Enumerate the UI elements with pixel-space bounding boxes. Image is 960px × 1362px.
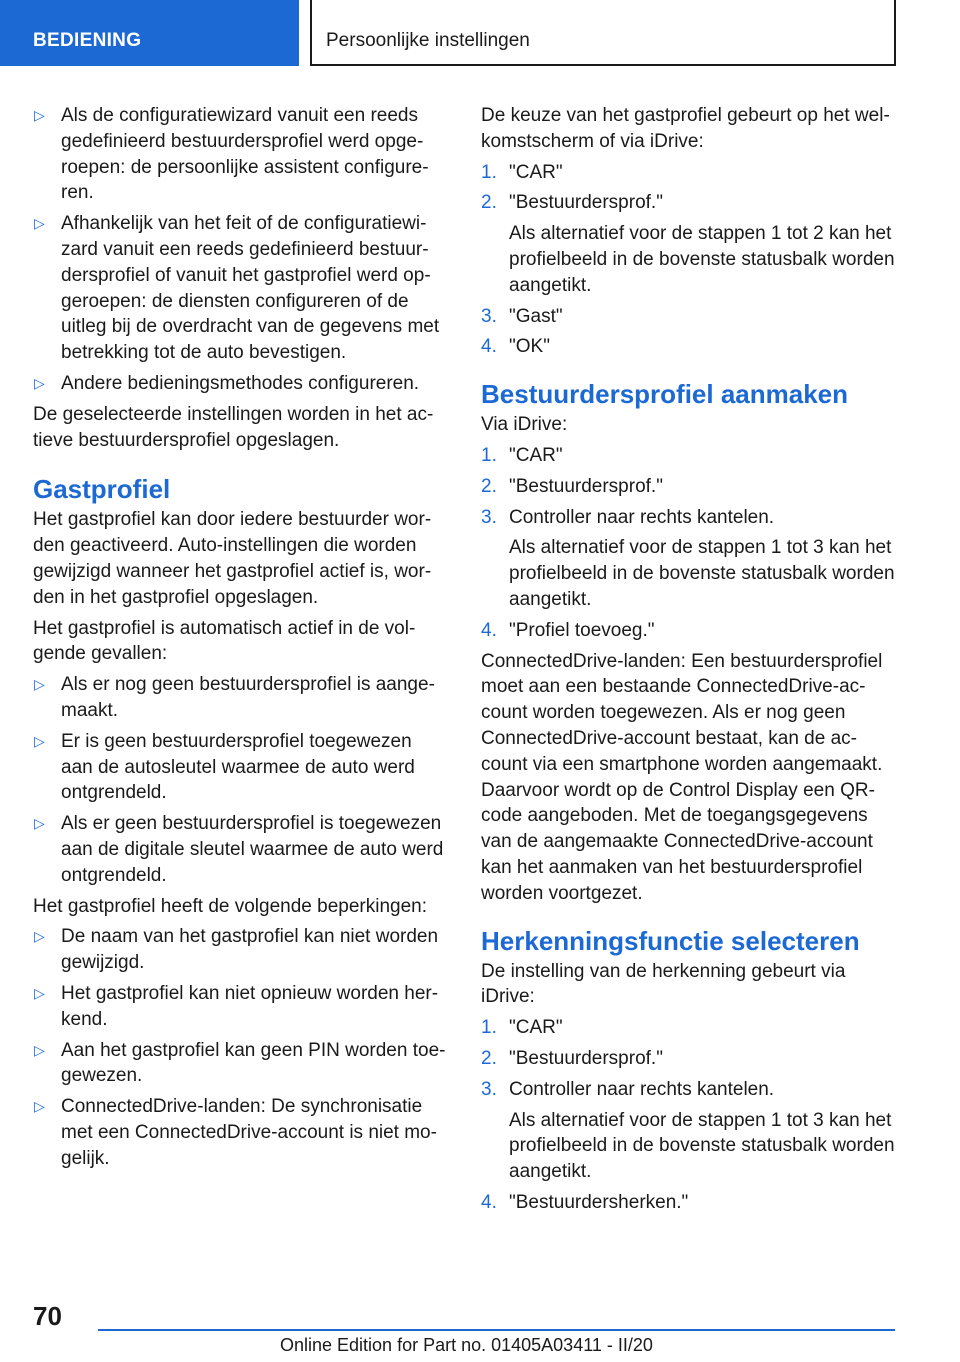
right-column	[481, 103, 896, 1221]
triangle-bullet-icon: ▷	[34, 374, 45, 391]
step-note: Als alternatief voor de stappen 1 tot 2 kan het profielbeeld in de bovenste statusbalk worden aangetikt.	[509, 223, 895, 296]
step-number: 4.	[481, 336, 497, 358]
step-item: 4. "Bestuurdersherken."	[481, 1190, 896, 1216]
list-item: ▷ De naam van het gastprofiel kan niet worden gewijzigd.	[34, 926, 439, 974]
heading-herkenningsfunctie: Herkenningsfunctie selecteren	[481, 925, 860, 956]
paragraph: De instelling van de herkenning gebeurt via iDrive:	[481, 960, 846, 1008]
list-item: ▷ Aan het gastprofiel kan geen PIN worden toegewezen.	[34, 1039, 446, 1087]
step-number: 4.	[481, 1191, 497, 1213]
step-note: Als alternatief voor de stappen 1 tot 3 kan het profielbeeld in de bovenste statusbalk worden aangetikt.	[509, 1109, 895, 1183]
step-number: 2.	[481, 475, 497, 497]
section-label: BEDIENING	[33, 30, 142, 51]
paragraph: Het gastprofiel is automatisch actief in de volgende gevallen:	[33, 617, 416, 665]
list-item: ▷ Als er nog geen bestuurdersprofiel is aangemaakt.	[34, 674, 435, 721]
triangle-bullet-icon: ▷	[34, 1098, 45, 1115]
step-item: 3. Controller naar rechts kantelen. Als alternatief voor de stappen 1 tot 3 kan het profielbeeld in de bovenste statusbalk worden aangetikt.	[481, 505, 896, 613]
triangle-bullet-icon: ▷	[34, 215, 45, 232]
triangle-bullet-icon: ▷	[34, 732, 45, 749]
triangle-bullet-icon: ▷	[34, 928, 45, 945]
page-header	[0, 0, 960, 66]
list-item: ▷ Afhankelijk van het feit of de configuratiewizard vanuit een reeds gedefinieerd bestuurdersprofiel of vanuit het gastprofiel werd opgeroepen: de diensten configureren of de uitleg bij de overdracht van de gegevens met betrekking tot de auto bevestigen.	[34, 213, 440, 364]
list-item: ▷ Als er geen bestuurdersprofiel is toegewezen aan de digitale sleutel waarmee de auto werd ontgrendeld.	[34, 813, 444, 886]
footer-divider	[98, 1329, 895, 1331]
config-bullet-list	[33, 103, 448, 397]
list-item: ▷ ConnectedDrive-landen: De synchronisatie met een ConnectedDrive-account is niet mogelijk.	[34, 1096, 437, 1169]
step-item: 3. "Gast"	[481, 304, 896, 330]
heading-profiel-aanmaken: Bestuurdersprofiel aanmaken	[481, 379, 849, 410]
triangle-bullet-icon: ▷	[34, 676, 45, 693]
heading-gastprofiel: Gastprofiel	[33, 474, 171, 505]
paragraph: Via iDrive:	[481, 414, 568, 436]
step-item: 1. "CAR"	[481, 160, 896, 186]
step-item: 2. "Bestuurdersprof." Als alternatief voor de stappen 1 tot 2 kan het profielbeeld in de bovenste statusbalk worden aangetikt.	[481, 190, 896, 298]
triangle-bullet-icon: ▷	[34, 984, 45, 1001]
step-item: 4. "Profiel toevoeg."	[481, 618, 896, 644]
paragraph: Het gastprofiel kan door iedere bestuurder worden geactiveerd. Auto-instellingen die worden gewijzigd wanneer het gastprofiel actief is, worden in het gastprofiel opgeslagen.	[33, 509, 432, 608]
step-number: 1.	[481, 161, 497, 183]
section-tab	[0, 0, 299, 66]
cases-bullet-list	[33, 672, 448, 888]
triangle-bullet-icon: ▷	[34, 815, 45, 832]
step-number: 3.	[481, 506, 497, 528]
step-number: 2.	[481, 1047, 497, 1069]
step-number: 1.	[481, 1017, 497, 1039]
step-item: 1. "CAR"	[481, 443, 896, 469]
step-number: 1.	[481, 444, 497, 466]
step-item: 2. "Bestuurdersprof."	[481, 474, 896, 500]
list-item: ▷ Als de configuratiewizard vanuit een reeds gedefinieerd bestuurdersprofiel werd opgeroepen: de persoonlijke assistent configureren.	[34, 105, 429, 204]
paragraph: ConnectedDrive-landen: Een bestuurdersprofiel moet aan een bestaande ConnectedDrive-account worden toegewezen. Als er nog geen ConnectedDrive-account bestaat, kan de account via een smartphone worden aangemaakt. Daarvoor wordt op de Control Display een QR-code aangeboden. Met de toegangsgegevens van de aangemaakte ConnectedDrive-account kan het aanmaken van het bestuurdersprofiel worden voortgezet.	[481, 650, 883, 904]
step-number: 2.	[481, 192, 497, 214]
edition-note: Online Edition for Part no. 01405A03411 - II/20	[280, 1335, 653, 1355]
step-note: Als alternatief voor de stappen 1 tot 3 kan het profielbeeld in de bovenste statusbalk worden aangetikt.	[509, 537, 895, 610]
chapter-title-box	[312, 0, 896, 66]
triangle-bullet-icon: ▷	[34, 1041, 45, 1058]
chapter-title: Persoonlijke instellingen	[326, 30, 530, 51]
step-number: 4.	[481, 619, 497, 641]
step-number: 3.	[481, 1078, 497, 1100]
list-item: ▷ Er is geen bestuurdersprofiel toegewezen aan de autosleutel waarmee de auto werd ontgrendeld.	[34, 730, 415, 804]
step-item: 4. "OK"	[481, 334, 896, 360]
page-number: 70	[33, 1301, 62, 1331]
triangle-bullet-icon: ▷	[34, 107, 45, 123]
guest-steps-list	[481, 160, 896, 361]
recognition-steps-list	[481, 1015, 896, 1216]
paragraph: De geselecteerde instellingen worden in het actieve bestuurdersprofiel opgeslagen.	[33, 403, 434, 451]
step-item: 2. "Bestuurdersprof."	[481, 1046, 896, 1072]
step-number: 3.	[481, 305, 497, 327]
list-item: ▷ Andere bedieningsmethodes configureren.	[33, 371, 448, 397]
step-item: 1. "CAR"	[481, 1015, 896, 1041]
left-column	[33, 103, 448, 1176]
list-item: ▷ Het gastprofiel kan niet opnieuw worden herkend.	[34, 982, 439, 1030]
paragraph: Het gastprofiel heeft de volgende beperkingen:	[33, 895, 427, 917]
paragraph: De keuze van het gastprofiel gebeurt op het welkomstscherm of via iDrive:	[481, 105, 890, 152]
limits-bullet-list	[33, 924, 448, 1171]
create-steps-list	[481, 443, 896, 644]
step-item: 3. Controller naar rechts kantelen. Als alternatief voor de stappen 1 tot 3 kan het profielbeeld in de bovenste statusbalk worden aangetikt.	[481, 1077, 896, 1185]
